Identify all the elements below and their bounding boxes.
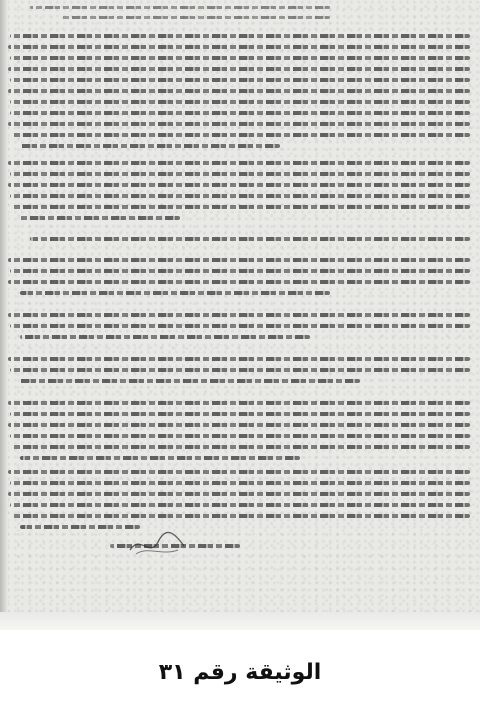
- scan-bottom-margin: [0, 612, 480, 630]
- signature-scribble-icon: [126, 528, 188, 558]
- document-caption: الوثيقة رقم ٣١: [158, 660, 322, 685]
